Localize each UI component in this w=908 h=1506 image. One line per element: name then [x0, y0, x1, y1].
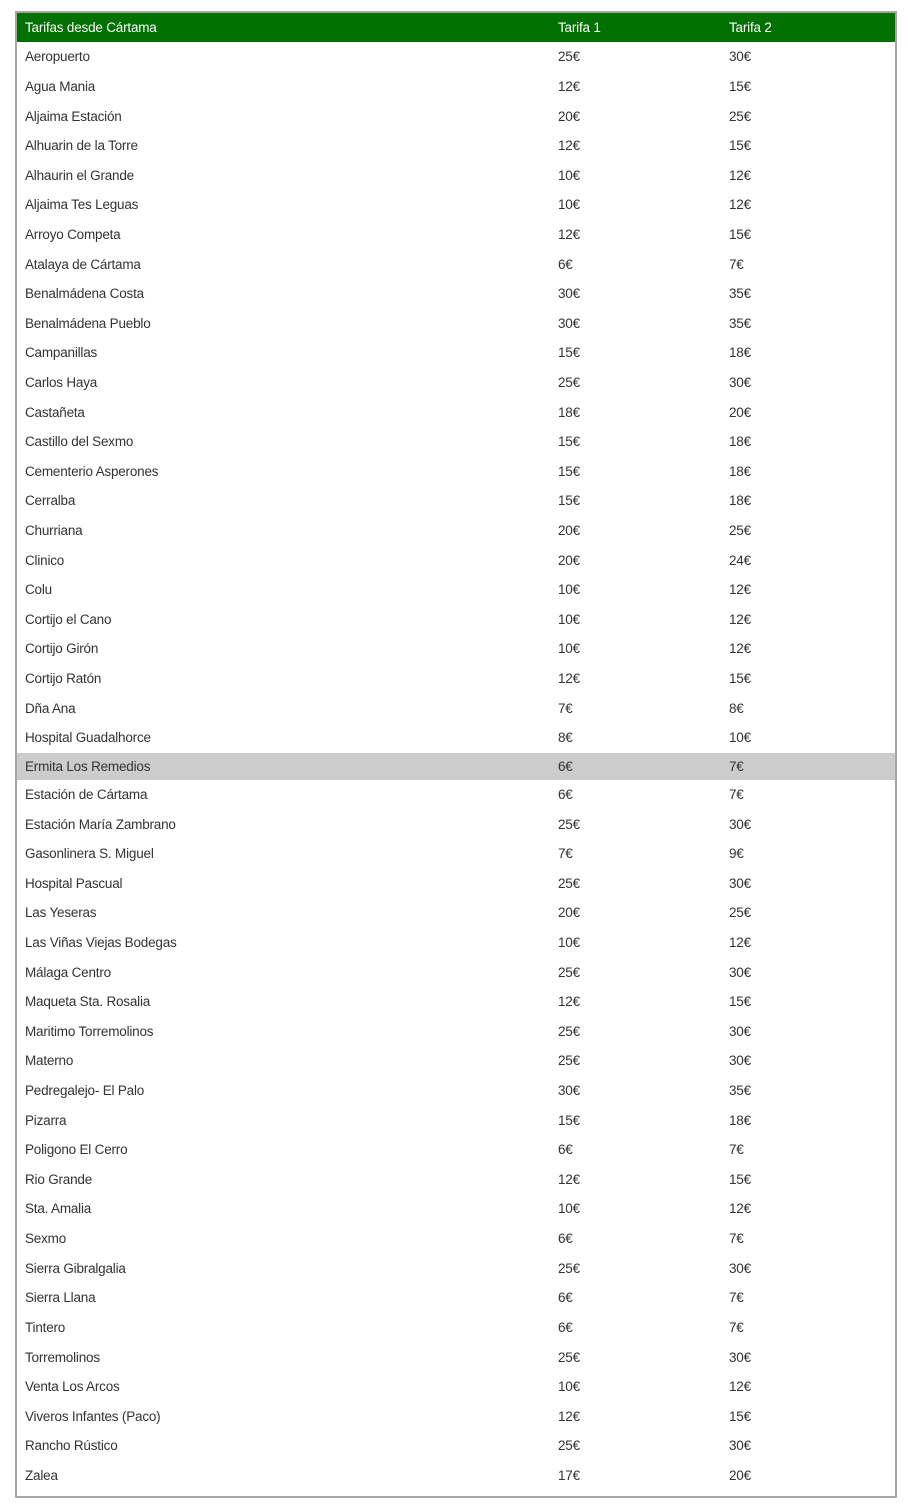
destination-cell: Castillo del Sexmo [25, 434, 134, 450]
tarifa-2-cell: 35€ [729, 315, 751, 331]
tarifa-1-cell: 6€ [558, 1142, 573, 1158]
tarifa-2-cell: 7€ [729, 758, 744, 774]
destination-cell: Tintero [25, 1319, 66, 1335]
tarifa-2-cell: 18€ [729, 493, 751, 509]
table-row [17, 839, 895, 869]
tarifa-1-cell: 25€ [558, 1023, 580, 1039]
tarifa-2-cell: 7€ [729, 1290, 744, 1306]
table-row [17, 928, 895, 958]
tarifa-1-cell: 25€ [558, 1349, 580, 1365]
destination-cell: Dña Ana [25, 700, 76, 716]
tarifa-2-cell: 15€ [729, 671, 751, 687]
tarifa-1-cell: 12€ [558, 138, 580, 154]
table-row [17, 545, 895, 575]
destination-cell: Castañeta [25, 404, 85, 420]
table-row [17, 664, 895, 694]
table-row [17, 1046, 895, 1076]
tarifa-1-cell: 30€ [558, 286, 580, 302]
tarifa-2-cell: 30€ [729, 816, 751, 832]
tarifa-1-cell: 15€ [558, 493, 580, 509]
tarifa-1-cell: 30€ [558, 1083, 580, 1099]
destination-cell: Sierra Llana [25, 1290, 96, 1306]
tarifa-1-cell: 6€ [558, 1231, 573, 1247]
table-row [17, 1401, 895, 1431]
table-row [17, 605, 895, 635]
tarifa-1-cell: 10€ [558, 197, 580, 213]
destination-cell: Estación María Zambrano [25, 816, 176, 832]
destination-cell: Rancho Rústico [25, 1438, 118, 1454]
destination-cell: Pedregalejo- El Palo [25, 1083, 145, 1099]
table-body [17, 42, 895, 1490]
tarifa-1-cell: 25€ [558, 964, 580, 980]
table-row [17, 868, 895, 898]
destination-cell: Materno [25, 1053, 74, 1069]
table-row [17, 723, 895, 753]
tarifa-1-cell: 6€ [558, 1319, 573, 1335]
tarifa-1-cell: 12€ [558, 671, 580, 687]
table-row [17, 957, 895, 987]
destination-cell: Maritimo Torremolinos [25, 1023, 154, 1039]
table-row [17, 693, 895, 723]
destination-cell: Hospital Guadalhorce [25, 730, 151, 746]
tarifa-1-cell: 20€ [558, 552, 580, 568]
tarifa-1-cell: 20€ [558, 523, 580, 539]
tarifa-2-cell: 35€ [729, 1083, 751, 1099]
tarifa-1-cell: 30€ [558, 315, 580, 331]
table-row [17, 131, 895, 161]
table-row [17, 1431, 895, 1461]
tarifa-1-cell: 15€ [558, 463, 580, 479]
tarifa-2-cell: 30€ [729, 375, 751, 390]
destination-cell: Campanillas [25, 345, 98, 361]
tarifa-1-cell: 15€ [558, 434, 580, 450]
destination-cell: Aljaima Tes Leguas [25, 197, 139, 213]
table-row [17, 987, 895, 1017]
tarifa-1-cell: 7€ [558, 700, 573, 716]
table-row [17, 190, 895, 220]
destination-cell: Málaga Centro [25, 964, 111, 980]
tarifa-2-cell: 7€ [729, 256, 744, 272]
destination-cell: Cortijo el Cano [25, 611, 112, 627]
tarifa-1-cell: 10€ [558, 641, 580, 657]
table-row [17, 160, 895, 190]
header-tarifa-2: Tarifa 2 [729, 20, 772, 35]
destination-cell: Clinico [25, 552, 65, 568]
destination-cell: Gasonlinera S. Miguel [25, 846, 154, 862]
tarifa-1-cell: 15€ [558, 345, 580, 361]
destination-cell: Rio Grande [25, 1171, 93, 1187]
tarifa-2-cell: 18€ [729, 345, 751, 361]
tarifa-2-cell: 15€ [729, 138, 751, 154]
tarifa-2-cell: 30€ [729, 1438, 751, 1454]
header-tarifa-1: Tarifa 1 [558, 20, 601, 35]
destination-cell: Aeropuerto [25, 49, 90, 65]
table-row [17, 249, 895, 279]
tarifa-1-cell: 10€ [558, 611, 580, 627]
table-row [17, 753, 895, 780]
destination-cell: Churriana [25, 523, 83, 539]
tarifa-2-cell: 15€ [729, 1408, 751, 1424]
table-row [17, 1224, 895, 1254]
table-row [17, 101, 895, 131]
tarifa-1-cell: 25€ [558, 875, 580, 891]
table-row [17, 1283, 895, 1313]
tarifa-2-cell: 9€ [729, 846, 744, 862]
destination-cell: Cortijo Ratón [25, 671, 102, 687]
table-row [17, 1135, 895, 1165]
tarifa-1-cell: 12€ [558, 1171, 580, 1187]
destination-cell: Sta. Amalia [25, 1201, 92, 1217]
tarifa-2-cell: 7€ [729, 1142, 744, 1158]
table-row [17, 1253, 895, 1283]
tarifa-2-cell: 35€ [729, 286, 751, 302]
destination-cell: Benalmádena Costa [25, 286, 144, 302]
destination-cell: Pizarra [25, 1112, 67, 1128]
destination-cell: Zalea [25, 1467, 58, 1483]
destination-cell: Torremolinos [25, 1349, 100, 1365]
destination-cell: Ermita Los Remedios [25, 758, 151, 774]
tarifa-1-cell: 25€ [558, 375, 580, 390]
table-row [17, 1076, 895, 1106]
table-row [17, 575, 895, 605]
tarifa-2-cell: 12€ [729, 934, 751, 950]
tarifa-1-cell: 12€ [558, 78, 580, 94]
table-row [17, 780, 895, 810]
tarifa-1-cell: 10€ [558, 582, 580, 598]
tarifa-2-cell: 30€ [729, 1260, 751, 1276]
tarifa-2-cell: 30€ [729, 1053, 751, 1069]
tarifa-2-cell: 7€ [729, 1231, 744, 1247]
tarifa-2-cell: 30€ [729, 1349, 751, 1365]
tarifa-1-cell: 17€ [558, 1467, 580, 1483]
tarifa-1-cell: 6€ [558, 786, 573, 802]
tarifa-1-cell: 6€ [558, 256, 573, 272]
tarifa-1-cell: 25€ [558, 1260, 580, 1276]
destination-cell: Cementerio Asperones [25, 463, 159, 479]
destination-cell: Cortijo Girón [25, 641, 99, 657]
destination-cell: Aljaima Estación [25, 108, 122, 124]
tarifa-2-cell: 12€ [729, 641, 751, 657]
table-row [17, 1194, 895, 1224]
tarifa-1-cell: 10€ [558, 1201, 580, 1217]
table-row [17, 1372, 895, 1402]
destination-cell: Cerralba [25, 493, 76, 509]
tarifa-2-cell: 18€ [729, 1112, 751, 1128]
tarifa-2-cell: 12€ [729, 197, 751, 213]
tarifa-2-cell: 15€ [729, 78, 751, 94]
table-row [17, 397, 895, 427]
destination-cell: Estación de Cártama [25, 786, 148, 802]
tarifa-2-cell: 7€ [729, 786, 744, 802]
tarifa-1-cell: 12€ [558, 994, 580, 1010]
table-row [17, 1313, 895, 1343]
tarifa-2-cell: 12€ [729, 1379, 751, 1395]
tarifa-2-cell: 12€ [729, 582, 751, 598]
tarifa-1-cell: 15€ [558, 1112, 580, 1128]
tarifa-1-cell: 25€ [558, 1053, 580, 1069]
table-row [17, 457, 895, 487]
tarifa-2-cell: 30€ [729, 1023, 751, 1039]
tarifa-2-cell: 30€ [729, 875, 751, 891]
tarifa-2-cell: 30€ [729, 49, 751, 65]
tarifa-1-cell: 25€ [558, 1438, 580, 1454]
destination-cell: Alhuarin de la Torre [25, 138, 138, 154]
table-header-row [17, 13, 895, 42]
destination-cell: Sierra Gibralgalia [25, 1260, 126, 1276]
table-row [17, 338, 895, 368]
tarifa-2-cell: 7€ [729, 1319, 744, 1335]
destination-cell: Venta Los Arcos [25, 1379, 120, 1395]
destination-cell: Arroyo Competa [25, 226, 121, 242]
tarifa-1-cell: 10€ [558, 167, 580, 183]
destination-cell: Colu [25, 582, 52, 598]
tariff-table [17, 13, 895, 1490]
tarifa-2-cell: 18€ [729, 463, 751, 479]
tarifa-1-cell: 10€ [558, 934, 580, 950]
destination-cell: Hospital Pascual [25, 875, 123, 891]
table-row [17, 898, 895, 928]
table-row [17, 427, 895, 457]
tarifa-2-cell: 20€ [729, 404, 751, 420]
destination-cell: Maqueta Sta. Rosalia [25, 994, 151, 1010]
table-row [17, 486, 895, 516]
tarifa-1-cell: 12€ [558, 226, 580, 242]
tarifa-1-cell: 25€ [558, 49, 580, 65]
tarifa-2-cell: 25€ [729, 905, 751, 921]
tarifa-2-cell: 30€ [729, 964, 751, 980]
table-row [17, 1105, 895, 1135]
table-row [17, 1017, 895, 1047]
header-destination: Tarifas desde Cártama [25, 20, 157, 35]
destination-cell: Las Viñas Viejas Bodegas [25, 934, 177, 950]
tarifa-1-cell: 18€ [558, 404, 580, 420]
destination-cell: Benalmádena Pueblo [25, 315, 151, 331]
tarifa-1-cell: 7€ [558, 846, 573, 862]
table-row [17, 308, 895, 338]
destination-cell: Viveros Infantes (Paco) [25, 1408, 161, 1424]
tarifa-1-cell: 10€ [558, 1379, 580, 1395]
tarifa-1-cell: 20€ [558, 905, 580, 921]
table-row [17, 1165, 895, 1195]
destination-cell: Poligono El Cerro [25, 1142, 128, 1158]
table-row [17, 634, 895, 664]
tarifa-2-cell: 25€ [729, 108, 751, 124]
tarifa-1-cell: 6€ [558, 1290, 573, 1306]
table-row [17, 516, 895, 546]
table-row [17, 1461, 895, 1491]
tarifa-1-cell: 20€ [558, 108, 580, 124]
tarifa-2-cell: 8€ [729, 700, 744, 716]
tarifa-2-cell: 25€ [729, 523, 751, 539]
tarifa-1-cell: 12€ [558, 1408, 580, 1424]
destination-cell: Las Yeseras [25, 905, 97, 921]
tarifa-2-cell: 18€ [729, 434, 751, 450]
tarifa-2-cell: 12€ [729, 167, 751, 183]
tarifa-1-cell: 6€ [558, 758, 573, 774]
table-row [17, 72, 895, 102]
destination-cell: Sexmo [25, 1231, 67, 1247]
tarifa-2-cell: 10€ [729, 730, 751, 746]
tarifa-2-cell: 15€ [729, 994, 751, 1010]
destination-cell: Alhaurin el Grande [25, 167, 134, 183]
tarifa-2-cell: 15€ [729, 1171, 751, 1187]
destination-cell: Carlos Haya [25, 375, 98, 390]
table-row [17, 42, 895, 72]
tarifa-2-cell: 12€ [729, 1201, 751, 1217]
tariff-table-frame [15, 11, 897, 1498]
tarifa-1-cell: 8€ [558, 730, 573, 746]
tarifa-2-cell: 24€ [729, 552, 751, 568]
table-row [17, 809, 895, 839]
table-row [17, 368, 895, 398]
tarifa-2-cell: 15€ [729, 226, 751, 242]
table-row [17, 279, 895, 309]
tarifa-1-cell: 25€ [558, 816, 580, 832]
table-row [17, 1342, 895, 1372]
table-row [17, 220, 895, 250]
destination-cell: Agua Mania [25, 78, 96, 94]
tarifa-2-cell: 20€ [729, 1467, 751, 1483]
destination-cell: Atalaya de Cártama [25, 256, 141, 272]
tarifa-2-cell: 12€ [729, 611, 751, 627]
